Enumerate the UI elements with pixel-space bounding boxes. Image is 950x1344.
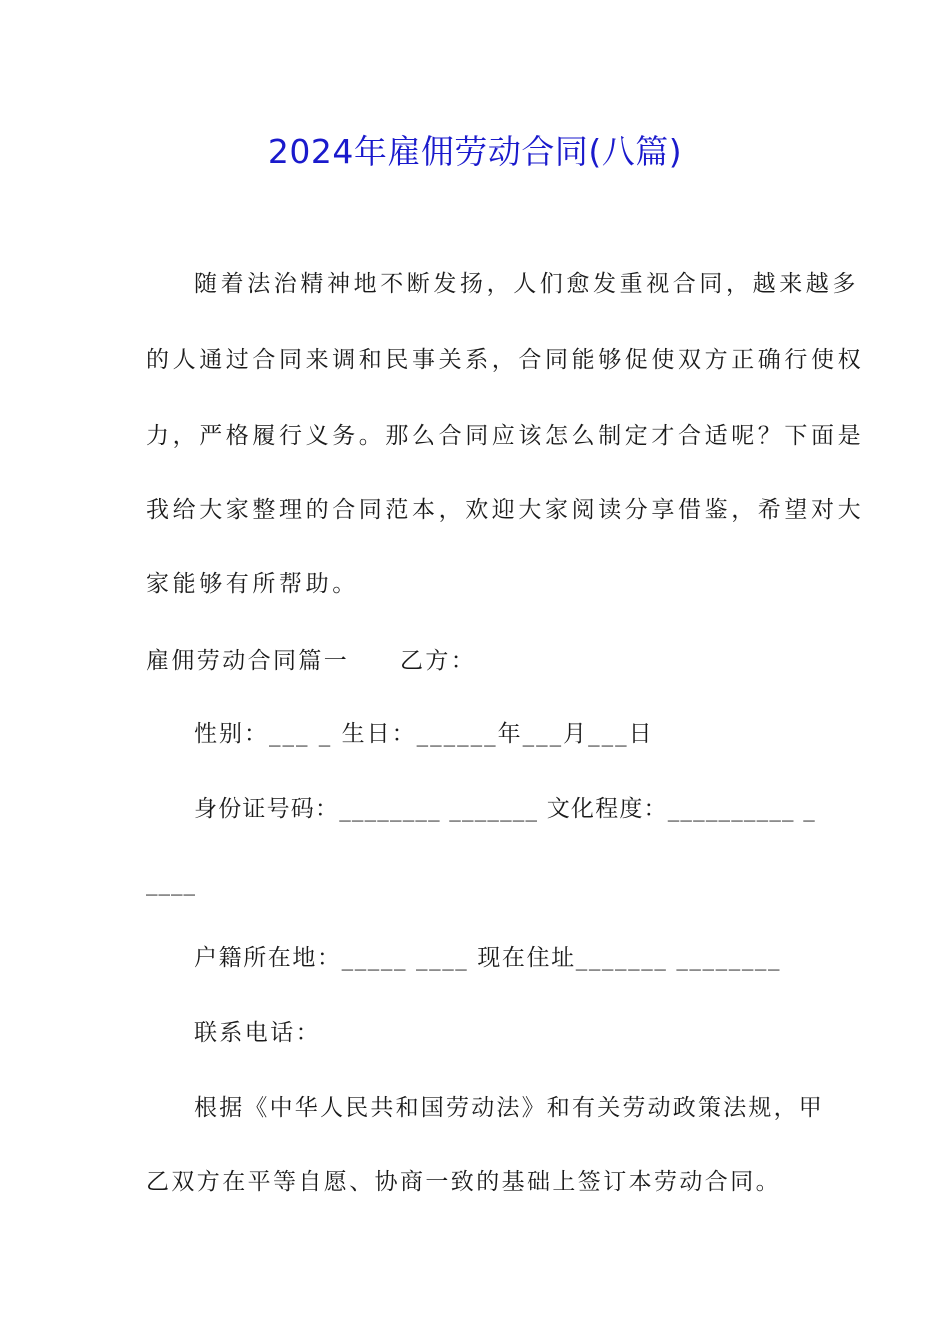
id-education-field-cont: ____ xyxy=(146,870,196,896)
intro-line-1: 随着法治精神地不断发扬，人们愈发重视合同，越来越多 xyxy=(194,271,859,297)
id-education-field: 身份证号码：________ _______ 文化程度：__________ _ xyxy=(194,796,816,822)
body-line-1: 根据《中华人民共和国劳动法》和有关劳动政策法规，甲 xyxy=(194,1095,824,1121)
section-heading: 雇佣劳动合同篇一 乙方： xyxy=(146,648,477,674)
intro-line-3: 力，严格履行义务。那么合同应该怎么制定才合适呢？下面是 xyxy=(146,423,865,449)
intro-line-5: 家能够有所帮助。 xyxy=(146,571,359,597)
intro-line-4: 我给大家整理的合同范本，欢迎大家阅读分享借鉴，希望对大 xyxy=(146,497,865,523)
intro-line-2: 的人通过合同来调和民事关系，合同能够促使双方正确行使权 xyxy=(146,347,865,373)
body-line-2: 乙双方在平等自愿、协商一致的基础上签订本劳动合同。 xyxy=(146,1169,781,1195)
document-title: 2024年雇佣劳动合同(八篇) xyxy=(267,132,683,171)
gender-birthday-field: 性别：___ _ 生日：______年___月___日 xyxy=(194,721,654,747)
phone-field: 联系电话： xyxy=(194,1020,321,1046)
residence-address-field: 户籍所在地：_____ ____ 现在住址_______ ________ xyxy=(194,945,782,971)
